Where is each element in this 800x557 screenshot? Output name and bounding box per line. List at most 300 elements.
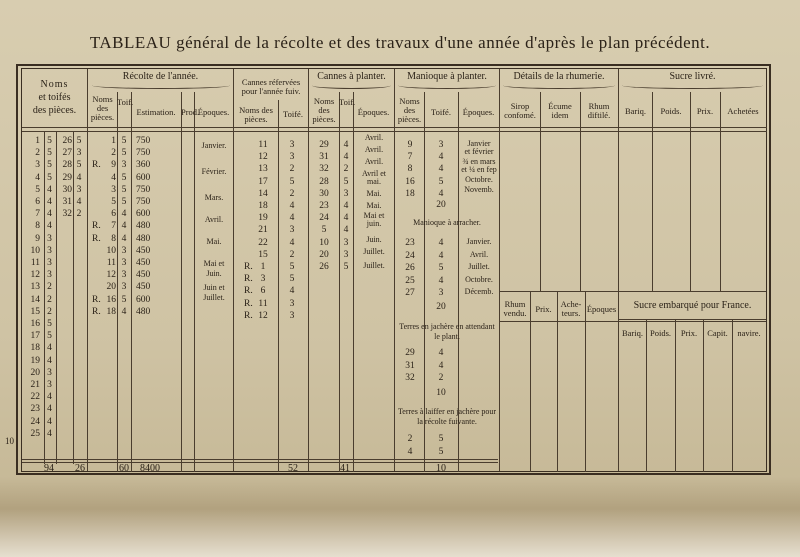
cannes-res-piece: 1	[260, 262, 266, 272]
cannes-res-toife: 5	[289, 262, 295, 272]
header-emb-poids: Poids.	[649, 328, 672, 338]
header-cannes-res-toife: Toifé.	[283, 109, 303, 119]
section-rule	[619, 319, 766, 320]
manioque-pl-total: 20	[436, 200, 446, 210]
noms-number: 2	[35, 148, 40, 159]
header-rhum-vendu: Rhum vendu.	[503, 299, 527, 318]
recolte-piece: 9	[111, 160, 116, 171]
manioque-ar-piece: 27	[405, 288, 415, 298]
cannes-res-toife: 3	[289, 152, 295, 163]
recolte-epoque: Février.	[201, 167, 227, 176]
cannes-pl-toif: 3	[343, 188, 349, 199]
noms-number: 10	[30, 245, 40, 256]
cannes-res-toife: 3	[289, 140, 295, 150]
header-noms-2: et toifés	[38, 92, 71, 103]
cannes-res-toife: 2	[289, 164, 295, 175]
cannes-pl-epoque: Juin.	[366, 235, 382, 244]
cannes-res-toife: 3	[289, 310, 295, 321]
laisser-title: Terres à laiffer en jachère pour la récolte fuivante.	[397, 407, 497, 426]
manioque-ar-piece: 23	[405, 238, 415, 248]
cannes-pl-epoque: Mai.	[366, 201, 382, 210]
cannes-pl-epoque: Juillet.	[363, 247, 385, 256]
recolte-epoque: Janvier.	[201, 141, 227, 150]
noms-toise: 4	[47, 404, 52, 415]
cannes-res-piece: 6	[260, 286, 266, 297]
noms-number: 14	[30, 294, 40, 305]
col-line	[394, 69, 395, 471]
manioque-ar-toife: 4	[438, 275, 444, 286]
recolte-toif: 4	[121, 306, 127, 317]
header-rhumerie: Détails de la rhumerie.	[513, 71, 605, 82]
cannes-res-r-mark: R.	[244, 286, 253, 297]
noms-toise-2: 4	[76, 197, 82, 207]
header-sucre-emb: Sucre embarqué pour France.	[633, 300, 752, 311]
noms-number: 21	[30, 380, 40, 390]
col-line	[646, 320, 647, 472]
col-line	[720, 92, 721, 291]
total-recolte-toif: 60	[119, 463, 129, 474]
page-title: TABLEAU général de la récolte et des travaux d'une année d'après le plan précédent.	[89, 33, 711, 52]
laisser-toife: 5	[438, 447, 444, 457]
col-line	[499, 69, 500, 471]
noms-number: 15	[30, 306, 40, 317]
manioque-ar-toife: 4	[438, 238, 444, 248]
total-noms-a: 94	[44, 463, 54, 474]
recolte-piece: 6	[111, 209, 116, 220]
manioque-pl-toife: 5	[438, 176, 444, 187]
noms-number: 11	[30, 258, 40, 268]
header-manioque: Manioque à planter.	[407, 71, 487, 82]
header-sucre-prix: Prix.	[696, 106, 714, 116]
recolte-toif: 5	[121, 197, 127, 207]
brace	[312, 82, 391, 89]
cannes-res-piece: 3	[260, 274, 266, 285]
noms-toise: 4	[47, 221, 52, 232]
recolte-estimation: 750	[136, 148, 151, 159]
brace	[398, 82, 496, 89]
cannes-pl-piece: 29	[319, 140, 329, 150]
recolte-toif: 3	[121, 245, 127, 256]
water-stain	[0, 477, 800, 557]
noms-toise: 2	[47, 306, 52, 317]
manioque-pl-epoque: Octobre.	[465, 175, 493, 184]
recolte-estimation: 600	[136, 209, 151, 220]
col-line	[194, 92, 195, 472]
noms-toise: 5	[47, 148, 52, 159]
cannes-res-piece: 11	[258, 140, 268, 150]
recolte-estimation: 480	[136, 221, 151, 232]
cannes-pl-piece: 28	[319, 176, 329, 187]
laisser-toife: 5	[438, 434, 444, 444]
col-line	[618, 69, 619, 471]
cannes-res-piece: 17	[258, 176, 268, 187]
cannes-res-toife: 4	[289, 213, 295, 224]
recolte-estimation: 600	[136, 294, 151, 305]
recolte-piece: 2	[111, 148, 116, 159]
recolte-toif: 5	[121, 294, 127, 305]
jachere-toife: 2	[438, 373, 444, 383]
cannes-pl-toif: 4	[343, 225, 349, 236]
manioque-ar-epoque: Décemb.	[464, 287, 494, 296]
noms-number: 12	[30, 270, 40, 281]
noms-toise: 4	[47, 392, 52, 403]
header-rhumerie-ecume: Écume idem	[548, 101, 572, 120]
jachere-piece: 31	[405, 360, 415, 371]
noms-number: 23	[30, 404, 40, 415]
noms-number: 8	[35, 221, 40, 232]
header-cannes-pl-toif: Toif.	[339, 97, 356, 107]
recolte-piece: 8	[111, 233, 116, 244]
noms-number: 7	[35, 209, 40, 220]
header-rhum-acheteurs: Ache-teurs.	[560, 299, 582, 318]
header-cannes-pl: Cannes à planter.	[317, 71, 386, 82]
header-emb-capit: Capit.	[707, 328, 728, 338]
manioque-pl-epoque: Janvier	[467, 139, 491, 148]
header-cannes-pl-noms: Noms des pièces.	[312, 96, 336, 124]
recolte-estimation: 450	[136, 258, 151, 268]
cannes-pl-epoque: mai.	[367, 177, 381, 186]
noms-toise: 3	[47, 270, 52, 281]
noms-number: 3	[35, 160, 40, 171]
recolte-piece: 20	[106, 282, 116, 293]
col-line	[703, 320, 704, 472]
recolte-toif: 4	[121, 233, 127, 244]
col-line	[585, 292, 586, 472]
recolte-estimation: 750	[136, 136, 151, 146]
manioque-ar-toife: 5	[438, 263, 444, 273]
recolte-estimation: 480	[136, 306, 151, 317]
recolte-r-mark: R.	[92, 221, 101, 232]
cannes-res-toife: 2	[289, 249, 295, 260]
header-cannes-res-noms: Noms des pièces.	[239, 105, 273, 124]
cannes-pl-piece: 5	[321, 225, 327, 236]
noms-toise: 2	[47, 282, 52, 293]
recolte-estimation: 450	[136, 282, 151, 293]
cannes-res-toife: 4	[289, 237, 295, 248]
header-rhum-prix: Prix.	[535, 304, 552, 314]
header-cannes-res: Cannes réfervées pour l'année fuiv.	[241, 77, 301, 96]
jachere-piece: 29	[405, 348, 415, 358]
cannes-pl-toif: 5	[343, 176, 349, 187]
header-sucre-achetees: Achetées	[727, 106, 759, 116]
cannes-res-piece: 11	[258, 298, 268, 309]
noms-toise: 5	[47, 319, 52, 329]
header-noms: Noms	[40, 79, 69, 90]
recolte-estimation: 750	[136, 197, 151, 207]
recolte-toif: 5	[121, 172, 127, 183]
cannes-pl-epoque: Avril et	[361, 169, 387, 178]
recolte-estimation: 450	[136, 270, 151, 281]
col-line	[278, 100, 279, 472]
cannes-pl-epoque: Avril.	[364, 157, 384, 166]
noms-number-2: 26	[62, 136, 72, 146]
header-emb-bariq: Bariq.	[621, 328, 643, 338]
total-laisser: 10	[436, 463, 446, 474]
header-sucre-poids: Poids.	[660, 106, 682, 116]
cannes-pl-toif: 4	[343, 213, 349, 224]
recolte-epoque: Mai et	[203, 259, 225, 268]
recolte-epoque: Mai.	[206, 237, 222, 246]
cannes-res-toife: 4	[289, 201, 295, 211]
cannes-res-piece: 21	[258, 225, 268, 236]
cannes-res-piece: 12	[258, 310, 268, 321]
col-line	[353, 92, 354, 472]
header-emb-navire: navire.	[737, 328, 761, 338]
col-line	[530, 292, 531, 472]
recolte-piece: 10	[106, 245, 116, 256]
noms-toise: 4	[47, 184, 52, 195]
col-line	[540, 92, 541, 291]
noms-number-2: 29	[62, 172, 72, 183]
col-line	[87, 69, 88, 471]
cannes-pl-toif: 4	[343, 140, 349, 150]
total-cannes-res: 52	[288, 463, 298, 474]
cannes-pl-epoque: Juillet.	[363, 261, 385, 270]
manioque-pl-piece: 18	[405, 188, 415, 199]
header-sucre-livre: Sucre livré.	[669, 71, 716, 82]
recolte-piece: 1	[111, 136, 116, 146]
jachere-toife: 4	[438, 348, 444, 358]
cannes-pl-piece: 20	[319, 249, 329, 260]
cannes-res-r-mark: R.	[244, 298, 253, 309]
margin-mark: 10	[5, 436, 14, 446]
noms-toise: 3	[47, 367, 52, 378]
manioque-pl-epoque: et ¼ en fep	[461, 165, 497, 174]
cannes-pl-epoque: juin.	[366, 219, 382, 228]
noms-toise: 4	[47, 343, 52, 354]
cannes-pl-toif: 3	[343, 249, 349, 260]
manioque-ar-toife: 3	[438, 288, 444, 298]
manioque-ar-epoque: Avril.	[469, 249, 489, 259]
brace	[92, 82, 230, 89]
noms-number: 18	[30, 343, 40, 354]
noms-number: 19	[30, 355, 40, 366]
noms-toise: 4	[47, 428, 52, 439]
header-emb-prix: Prix.	[680, 328, 698, 338]
noms-number-2: 31	[62, 197, 72, 207]
header-manioque-noms: Noms des pièces.	[397, 96, 422, 124]
cannes-res-piece: 18	[258, 201, 268, 211]
header-manioque-toife: Toifé.	[431, 107, 451, 117]
header-rule	[22, 127, 767, 128]
noms-toise-2: 3	[76, 148, 82, 159]
recolte-estimation: 480	[136, 233, 151, 244]
noms-toise: 3	[47, 258, 52, 268]
total-rule	[22, 459, 498, 460]
recolte-toif: 5	[121, 184, 127, 195]
cannes-pl-piece: 31	[319, 152, 329, 163]
header-recolte-prod: Prod.	[181, 107, 200, 117]
noms-toise: 2	[47, 294, 52, 305]
col-line	[308, 69, 309, 471]
col-line	[732, 320, 733, 472]
noms-number: 1	[35, 136, 40, 146]
noms-number: 24	[30, 416, 40, 427]
recolte-epoque: Juin.	[206, 269, 222, 278]
section-rule	[500, 321, 766, 322]
header-recolte: Récolte de l'année.	[122, 71, 199, 82]
cannes-pl-epoque: Mai.	[366, 189, 382, 198]
col-line	[233, 69, 234, 471]
jachere-total: 10	[436, 388, 446, 398]
col-line	[690, 92, 691, 291]
noms-number-2: 28	[62, 160, 72, 171]
brace	[503, 82, 615, 89]
recolte-toif: 3	[121, 270, 127, 281]
cannes-res-r-mark: R.	[244, 262, 253, 272]
manioque-pl-epoque: et février	[464, 147, 494, 156]
noms-toise-2: 4	[76, 172, 82, 183]
header-manioque-epoques: Époques.	[462, 107, 495, 117]
recolte-piece: 18	[106, 306, 116, 317]
recolte-estimation: 750	[136, 184, 151, 195]
manioque-pl-toife: 4	[438, 152, 444, 163]
header-rhumerie-sirop: Sirop confomé.	[504, 101, 536, 120]
noms-number-2: 27	[62, 148, 72, 159]
header-recolte-noms: Noms des pièces.	[90, 94, 115, 122]
cannes-res-r-mark: R.	[244, 310, 253, 321]
noms-toise-2: 5	[76, 136, 82, 146]
col-line	[557, 292, 558, 472]
manioque-pl-piece: 8	[407, 164, 413, 175]
manioque-pl-piece: 16	[405, 176, 415, 187]
noms-toise: 4	[47, 355, 52, 366]
manioque-pl-epoque: ¾ en mars	[462, 157, 496, 166]
recolte-epoque: Juin et	[203, 283, 225, 292]
manioque-pl-toife: 4	[438, 188, 444, 199]
recolte-toif: 4	[121, 221, 127, 232]
noms-number: 4	[35, 172, 40, 183]
recolte-epoque: Mars.	[204, 193, 224, 202]
manioque-ar-epoque: Janvier.	[466, 237, 492, 246]
recolte-estimation: 450	[136, 245, 151, 256]
brace	[622, 82, 763, 89]
header-sucre-bariq: Bariq.	[624, 106, 646, 116]
cannes-pl-epoque: Mai et	[363, 211, 385, 220]
cannes-res-piece: 22	[258, 237, 268, 248]
noms-toise: 4	[47, 197, 52, 207]
cannes-res-toife: 3	[289, 225, 295, 236]
col-line	[652, 92, 653, 291]
noms-toise: 5	[47, 160, 52, 171]
noms-toise: 4	[47, 209, 52, 220]
manioque-pl-piece: 9	[407, 140, 413, 150]
manioque-ar-piece: 24	[405, 250, 415, 261]
manioque-ar-toife: 4	[438, 250, 444, 261]
recolte-piece: 7	[111, 221, 116, 232]
total-cannes-pl: 41	[340, 463, 350, 474]
recolte-piece: 11	[106, 258, 116, 268]
cannes-pl-toif: 4	[343, 152, 349, 163]
recolte-toif: 3	[121, 282, 127, 293]
header-recolte-toif: Toif.	[117, 97, 134, 107]
noms-number: 9	[35, 233, 40, 244]
header-noms-3: des pièces.	[32, 105, 77, 116]
manioque-ar-title: Manioque à arracher.	[413, 218, 481, 227]
noms-number-2: 30	[62, 184, 72, 195]
noms-number: 13	[30, 282, 40, 293]
recolte-estimation: 360	[136, 160, 151, 171]
noms-number: 6	[35, 197, 40, 207]
col-line	[181, 92, 182, 472]
cannes-pl-toif: 3	[343, 237, 349, 248]
manioque-pl-piece: 7	[407, 152, 413, 163]
recolte-toif: 4	[121, 209, 127, 220]
manioque-ar-epoque: Juillet.	[468, 262, 490, 271]
recolte-piece: 5	[111, 197, 116, 207]
noms-toise-2: 5	[76, 160, 82, 171]
noms-number: 20	[30, 367, 40, 378]
noms-number: 16	[30, 319, 40, 329]
total-rule	[22, 462, 498, 463]
header-rhum-epoques: Époques	[586, 304, 617, 314]
noms-toise: 5	[47, 331, 52, 342]
cannes-res-toife: 3	[289, 298, 295, 309]
recolte-piece: 3	[111, 184, 116, 195]
total-noms-b: 26	[75, 463, 85, 474]
cannes-res-toife: 4	[289, 286, 295, 297]
cannes-pl-piece: 23	[319, 201, 329, 211]
manioque-pl-epoque: Novemb.	[464, 185, 494, 194]
noms-number: 17	[30, 331, 40, 342]
cannes-res-piece: 19	[258, 213, 268, 224]
recolte-r-mark: R.	[92, 294, 101, 305]
recolte-epoque: Avril.	[204, 215, 224, 224]
jachere-piece: 32	[405, 373, 415, 383]
recolte-r-mark: R.	[92, 306, 101, 317]
header-recolte-estimation: Estimation.	[136, 107, 176, 117]
header-rule	[22, 131, 767, 132]
cannes-pl-toif: 4	[343, 201, 349, 211]
cannes-res-piece: 13	[258, 164, 268, 175]
recolte-r-mark: R.	[92, 160, 101, 171]
recolte-toif: 3	[121, 160, 127, 171]
cannes-pl-epoque: Avril.	[364, 145, 384, 154]
noms-toise: 5	[47, 136, 52, 146]
noms-toise: 5	[47, 172, 52, 183]
cannes-res-r-mark: R.	[244, 274, 253, 285]
section-rule	[500, 291, 766, 292]
noms-toise-2: 2	[76, 209, 82, 220]
cannes-pl-toif: 2	[343, 164, 349, 175]
noms-toise-2: 3	[76, 184, 82, 195]
cannes-pl-piece: 24	[319, 213, 329, 224]
col-line	[131, 92, 132, 472]
laisser-piece: 4	[407, 447, 413, 457]
recolte-estimation: 600	[136, 172, 151, 183]
manioque-pl-toife: 3	[438, 140, 444, 150]
cannes-pl-piece: 10	[319, 237, 329, 248]
cannes-res-piece: 12	[258, 152, 268, 163]
noms-toise: 3	[47, 380, 52, 390]
col-line	[675, 320, 676, 472]
manioque-ar-total: 20	[436, 302, 446, 312]
recolte-epoque: Juillet.	[203, 293, 225, 302]
noms-number: 22	[30, 392, 40, 403]
header-rhumerie-rhum: Rhum diftilé.	[587, 101, 611, 120]
cannes-res-toife: 2	[289, 188, 295, 199]
cannes-pl-epoque: Avril.	[364, 133, 384, 142]
manioque-ar-piece: 25	[405, 275, 415, 286]
manioque-ar-piece: 26	[405, 263, 415, 273]
noms-toise: 3	[47, 245, 52, 256]
manioque-ar-epoque: Octobre.	[465, 274, 493, 284]
recolte-piece: 16	[106, 294, 116, 305]
recolte-toif: 5	[121, 136, 127, 146]
cannes-res-piece: 14	[258, 188, 268, 199]
cannes-res-toife: 5	[289, 176, 295, 187]
recolte-toif: 3	[121, 258, 127, 268]
